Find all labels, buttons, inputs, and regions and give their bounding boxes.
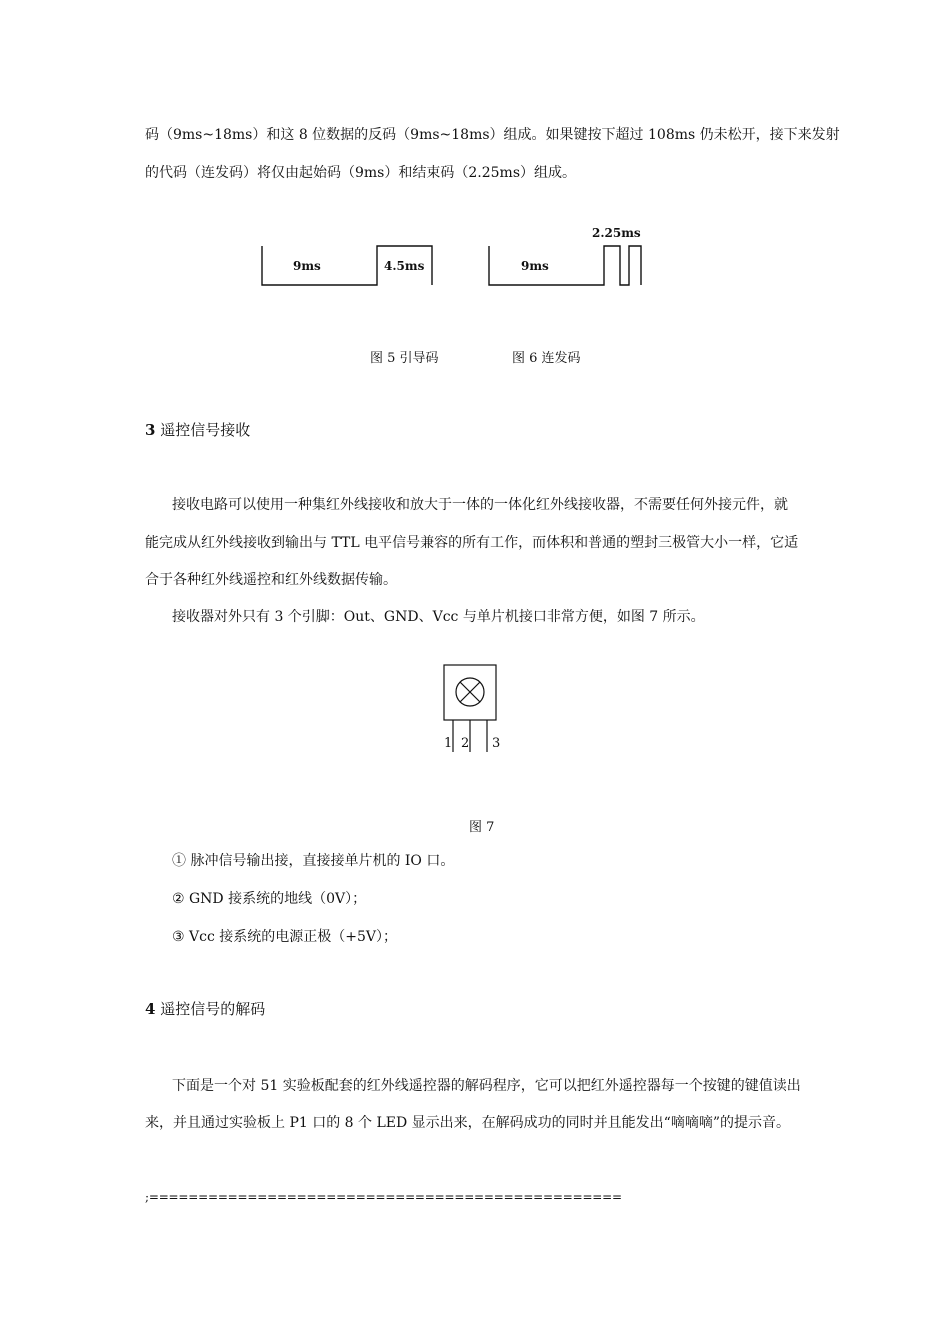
code-separator: ;================================================ — [145, 1190, 622, 1204]
pin-2-label: 2 — [461, 736, 470, 751]
fig6-label-9ms: 9ms — [521, 259, 549, 273]
pin-description-1: ① 脉冲信号输出接，直接接单片机的 IO 口。 — [172, 853, 455, 869]
ir-waveform-figure — [0, 220, 950, 300]
section-4-heading — [145, 999, 265, 1019]
section-4-para-line2: 来，并且通过实验板上 P1 口的 8 个 LED 显示出来，在解码成功的同时并且能发出“嘀嘀嘀”的提示音。 — [145, 1115, 790, 1131]
section-4-number: 4 — [145, 1000, 156, 1018]
pin-1-label: 1 — [444, 736, 453, 751]
pin-description-2: ② GND 接系统的地线（0V）； — [172, 891, 367, 907]
fig7-caption: 图 7 — [469, 820, 495, 835]
section-3-para1-line3: 合于各种红外线遥控和红外线数据传输。 — [145, 572, 397, 588]
section-3-para2: 接收器对外只有 3 个引脚：Out、GND、Vcc 与单片机接口非常方便，如图 7 所示。 — [172, 609, 705, 625]
intro-line-2: 的代码（连发码）将仅由起始码（9ms）和结束码（2.25ms）组成。 — [145, 165, 576, 181]
pin-3-label: 3 — [492, 736, 501, 751]
section-4-para-line1: 下面是一个对 51 实验板配套的红外线遥控器的解码程序，它可以把红外遥控器每一个按键的键值读出 — [172, 1078, 801, 1094]
fig5-caption: 图 5 引导码 — [370, 351, 439, 366]
section-3-number: 3 — [145, 421, 156, 439]
section-3-heading — [145, 420, 250, 440]
section-3-para1-line1: 接收电路可以使用一种集红外线接收和放大于一体的一体化红外线接收器，不需要任何外接元件，就 — [172, 497, 788, 513]
section-3-title: 遥控信号接收 — [160, 421, 251, 439]
ir-receiver-diagram — [432, 660, 552, 760]
fig5-label-45ms: 4.5ms — [384, 259, 425, 273]
fig6-label-225ms: 2.25ms — [592, 226, 641, 240]
section-3-para1-line2: 能完成从红外线接收到输出与 TTL 电平信号兼容的所有工作，而体积和普通的塑封三极管大小一样，它适 — [145, 535, 799, 551]
pin-description-3: ③ Vcc 接系统的电源正极（+5V）； — [172, 929, 397, 945]
fig5-label-9ms: 9ms — [293, 259, 321, 273]
section-4-title: 遥控信号的解码 — [160, 1000, 266, 1018]
intro-line-1: 码（9ms~18ms）和这 8 位数据的反码（9ms~18ms）组成。如果键按下超过 108ms 仍未松开，接下来发射 — [145, 127, 840, 143]
fig6-caption: 图 6 连发码 — [512, 351, 581, 366]
fig6-waveform — [489, 246, 641, 285]
